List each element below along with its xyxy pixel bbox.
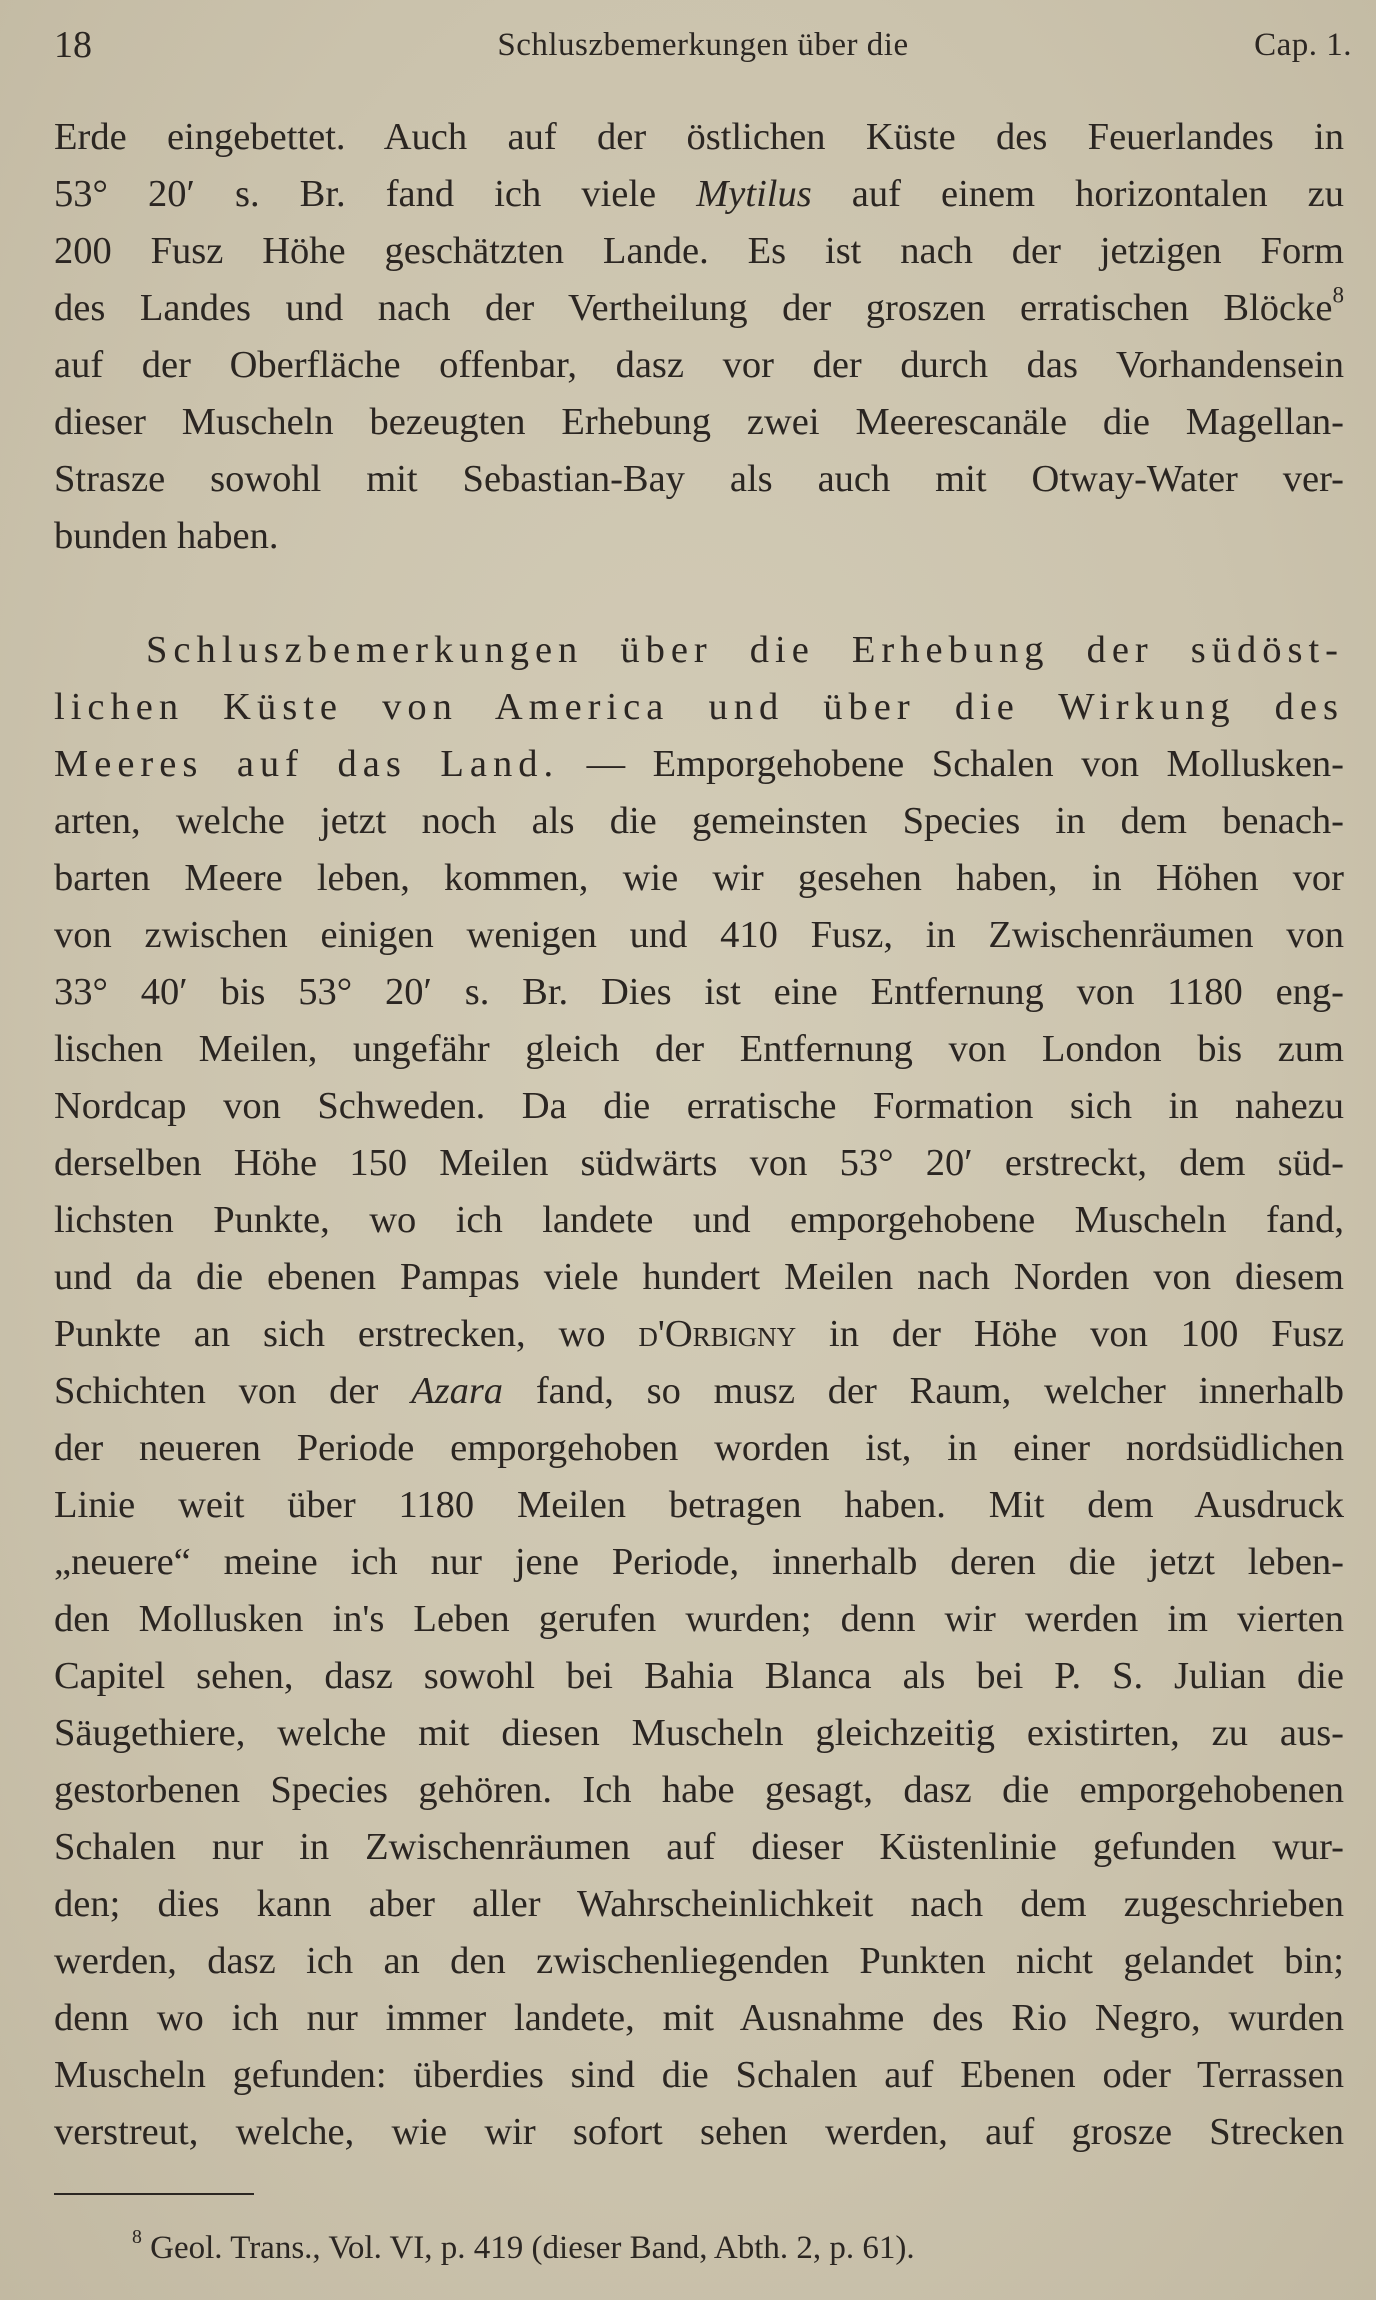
section-heading-end: Meeres auf das Land. — [54, 743, 560, 785]
text-line: Muscheln gefunden: überdies sind die Schalen auf Ebenen oder Terrassen — [54, 2054, 1344, 2096]
text-line: derselben Höhe 150 Meilen südwärts von 53° 20′ erstreckt, dem süd- — [54, 1142, 1344, 1184]
text-line: von zwischen einigen wenigen und 410 Fusz, in Zwischenräumen von — [54, 914, 1344, 956]
footnote-text: Geol. Trans., Vol. VI, p. 419 (dieser Band, Abth. 2, p. 61). — [150, 2230, 915, 2266]
text-segment: auf einem horizontalen zu — [851, 173, 1344, 215]
text-line: „neuere“ meine ich nur jene Periode, innerhalb deren die jetzt leben- — [54, 1541, 1344, 1583]
text-line — [54, 736, 1344, 793]
footnote-marker: 8 — [132, 2226, 142, 2249]
italic-term: Azara — [411, 1370, 504, 1412]
text-line: Strasze sowohl mit Sebastian-Bay als auch mit Otway-Water ver- — [54, 458, 1344, 500]
footnote — [132, 2223, 915, 2273]
text-line: lichsten Punkte, wo ich landete und emporgehobene Muscheln fand, — [54, 1199, 1344, 1241]
text-line: Säugethiere, welche mit diesen Muscheln gleichzeitig existirten, zu aus- — [54, 1712, 1344, 1754]
text-line: auf der Oberfläche offenbar, dasz vor der durch das Vorhandensein — [54, 344, 1344, 386]
text-line: verstreut, welche, wie wir sofort sehen werden, auf grosze Strecken — [54, 2111, 1344, 2153]
text-line: Schalen nur in Zwischenräumen auf dieser Küstenlinie gefunden wur- — [54, 1826, 1344, 1868]
text-line — [54, 1306, 1344, 1363]
text-line: werden, dasz ich an den zwischenliegenden Punkten nicht gelandet bin; — [54, 1940, 1344, 1982]
chapter-label: Cap. 1. — [1254, 27, 1352, 63]
text-line: lischen Meilen, ungefähr gleich der Entfernung von London bis zum — [54, 1028, 1344, 1070]
text-line: und da die ebenen Pampas viele hundert Meilen nach Norden von diesem — [54, 1256, 1344, 1298]
page-number: 18 — [54, 24, 92, 66]
text-segment: 53° 20′ s. Br. fand ich viele — [54, 173, 657, 215]
text-line: den; dies kann aber aller Wahrscheinlichkeit nach dem zugeschrieben — [54, 1883, 1344, 1925]
footnote-reference: 8 — [1332, 281, 1344, 308]
text-line: 33° 40′ bis 53° 20′ s. Br. Dies ist eine Entfernung von 1180 eng- — [54, 971, 1344, 1013]
text-line: barten Meere leben, kommen, wie wir gesehen haben, in Höhen vor — [54, 857, 1344, 899]
text-line: Erde eingebettet. Auch auf der östlichen Küste des Feuerlandes in — [54, 116, 1344, 158]
text-line: gestorbenen Species gehören. Ich habe gesagt, dasz die emporgehobenen — [54, 1769, 1344, 1811]
text-line — [54, 166, 1344, 223]
section-heading-line: Schluszbemerkungen über die Erhebung der südöst- — [146, 629, 1344, 671]
text-segment: Schichten von der — [54, 1370, 379, 1412]
text-segment: — Emporgehobene Schalen von Mollusken- — [586, 743, 1345, 785]
text-line: 200 Fusz Höhe geschätzten Lande. Es ist nach der jetzigen Form — [54, 230, 1344, 272]
text-line: denn wo ich nur immer landete, mit Ausnahme des Rio Negro, wurden — [54, 1997, 1344, 2039]
text-segment: in der Höhe von 100 Fusz — [829, 1313, 1345, 1355]
text-segment: Punkte an sich erstrecken, wo — [54, 1313, 606, 1355]
text-line: den Mollusken in's Leben gerufen wurden; denn wir werden im vierten — [54, 1598, 1344, 1640]
text-line — [54, 280, 1344, 337]
section-heading-line: lichen Küste von America und über die Wirkung des — [54, 686, 1344, 728]
text-line: bunden haben. — [54, 515, 279, 557]
text-line — [54, 1363, 1344, 1420]
footnote-divider — [54, 2193, 254, 2195]
text-line: arten, welche jetzt noch als die gemeinsten Species in dem benach- — [54, 800, 1344, 842]
italic-term: Mytilus — [696, 173, 812, 215]
text-segment: fand, so musz der Raum, welcher innerhalb — [535, 1370, 1345, 1412]
text-line: Capitel sehen, dasz sowohl bei Bahia Blanca als bei P. S. Julian die — [54, 1655, 1344, 1697]
text-line: Nordcap von Schweden. Da die erratische Formation sich in nahezu — [54, 1085, 1344, 1127]
text-line: der neueren Periode emporgehoben worden ist, in einer nordsüdlichen — [54, 1427, 1344, 1469]
author-name: d'Orbigny — [638, 1313, 797, 1355]
text-segment: des Landes und nach der Vertheilung der groszen erratischen Blöcke — [54, 287, 1333, 329]
text-line: dieser Muscheln bezeugten Erhebung zwei Meerescanäle die Magellan- — [54, 401, 1344, 443]
text-line: Linie weit über 1180 Meilen betragen haben. Mit dem Ausdruck — [54, 1484, 1344, 1526]
page-header — [54, 20, 1352, 70]
running-title: Schluszbemerkungen über die — [497, 27, 909, 63]
